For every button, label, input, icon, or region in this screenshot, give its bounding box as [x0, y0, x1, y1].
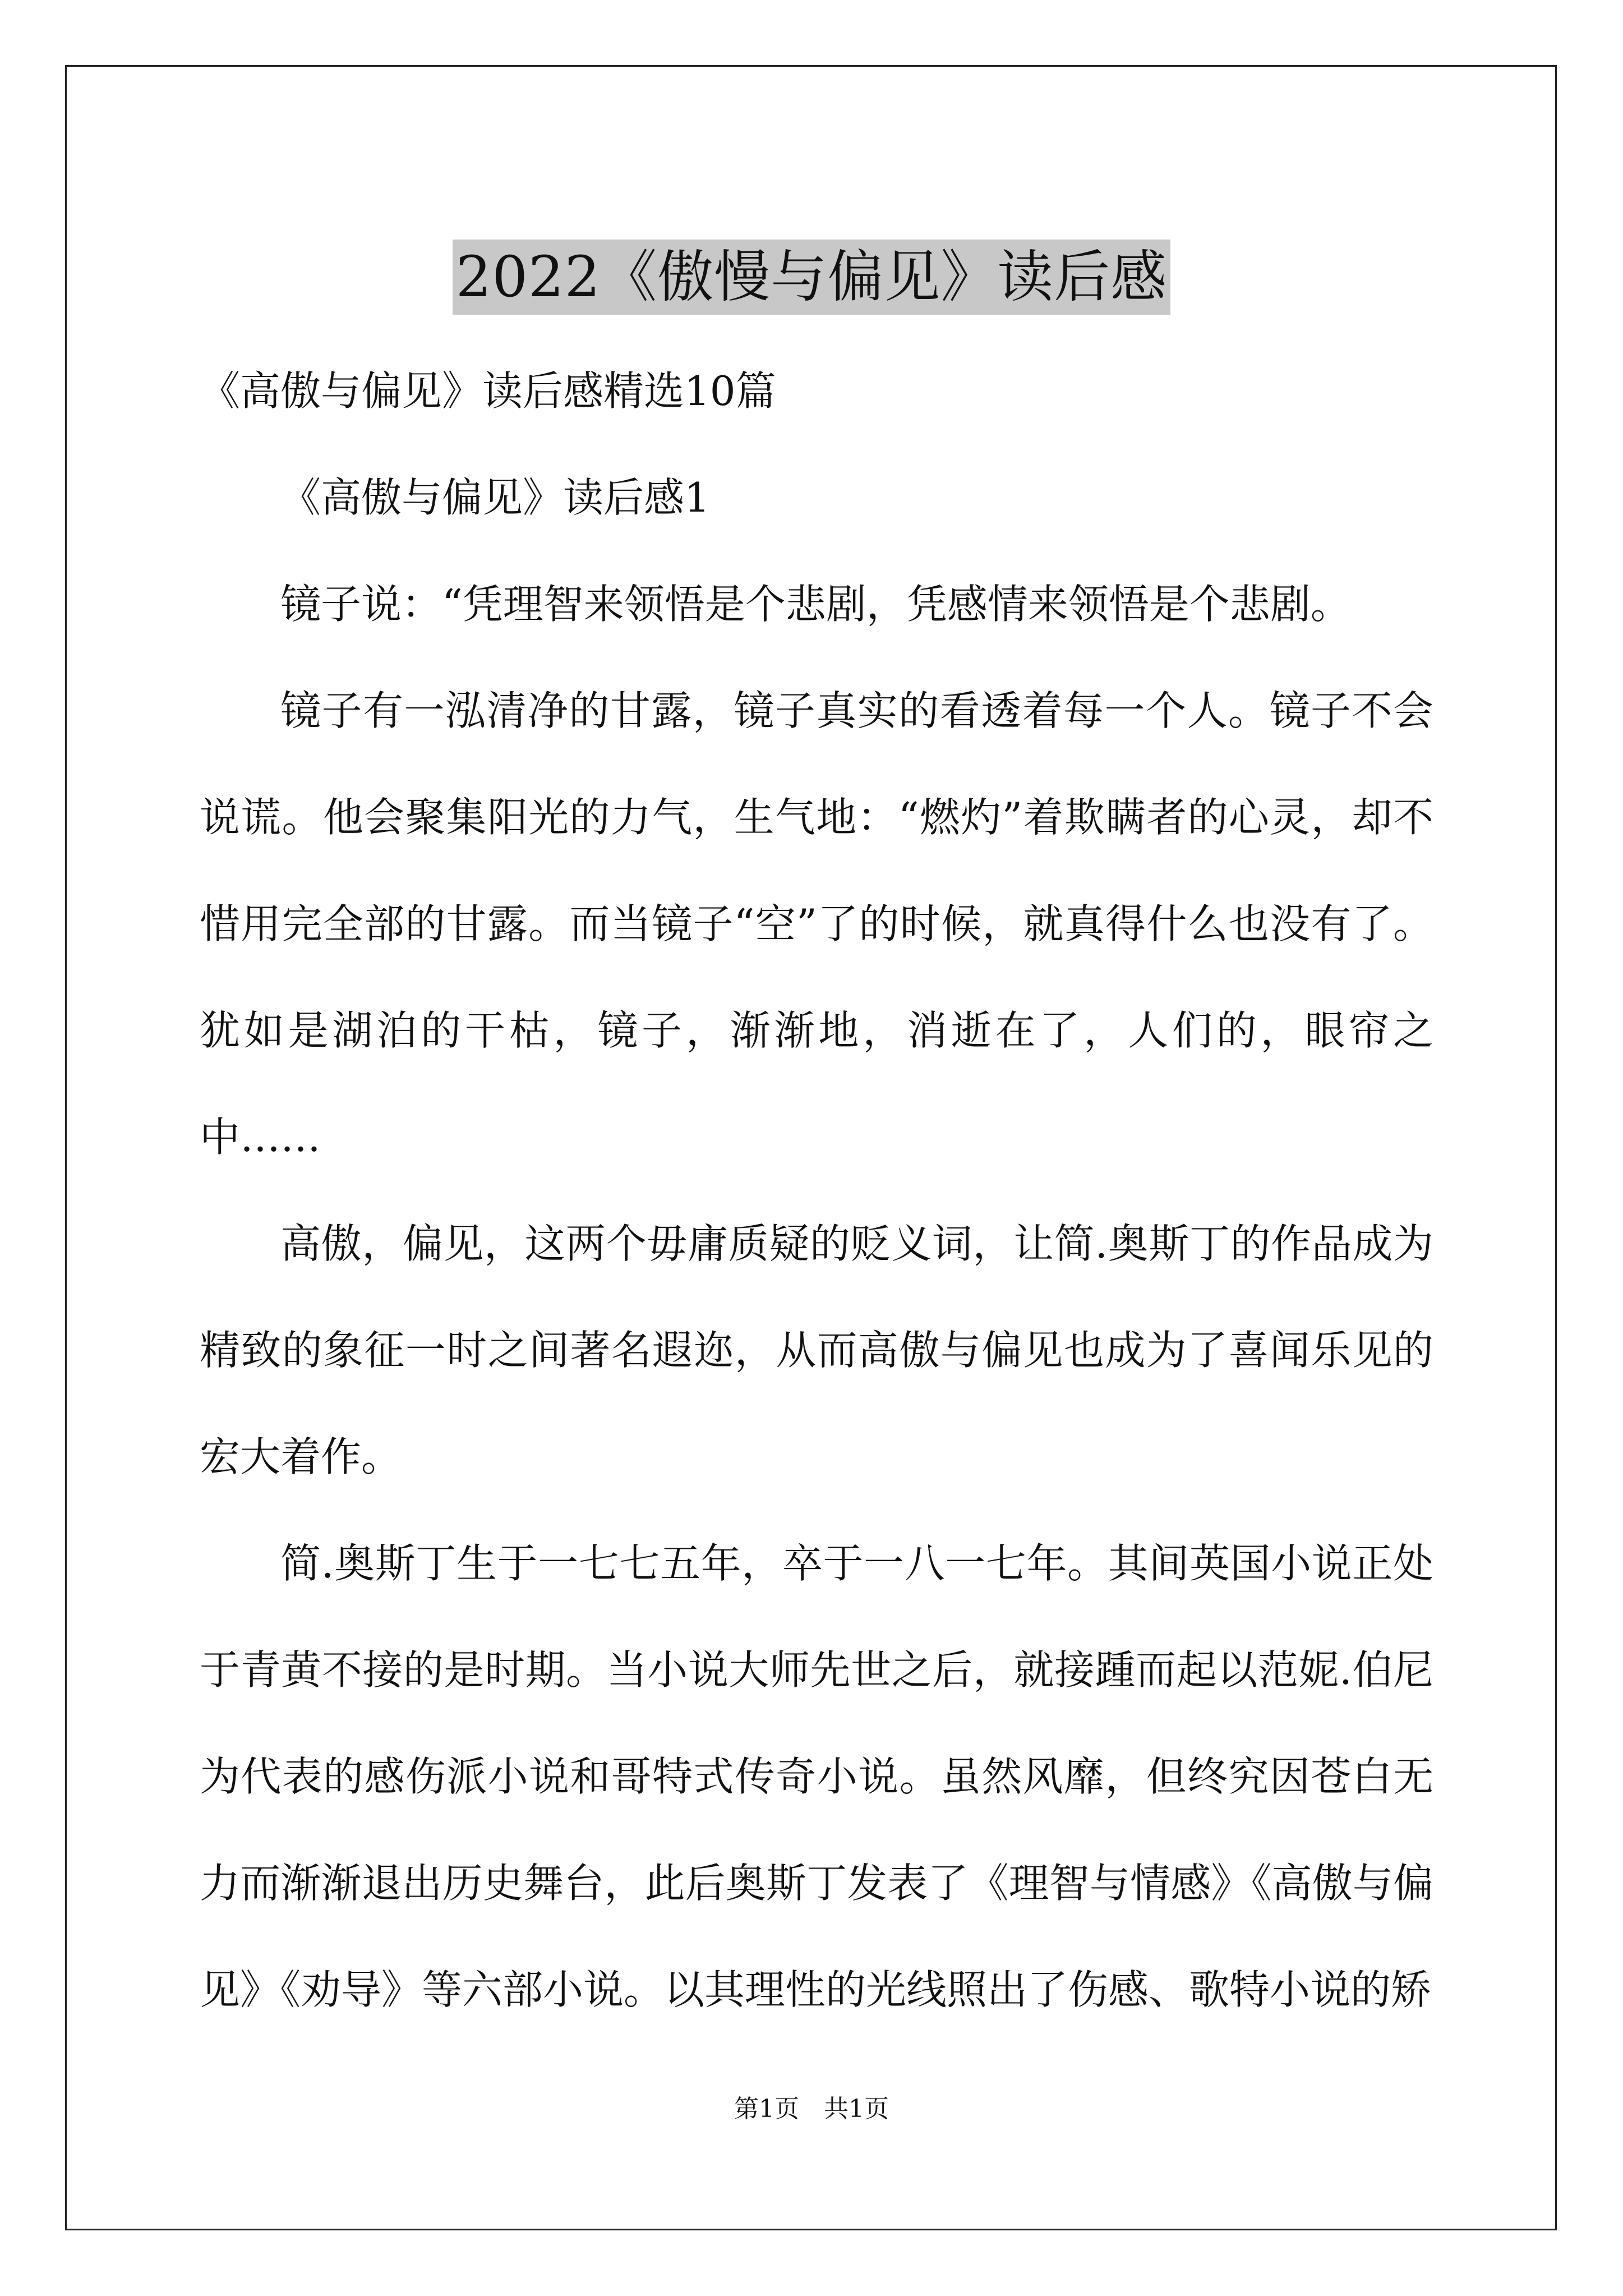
title-container: [0, 202, 1623, 352]
page-footer: [0, 2092, 1623, 2126]
document-body: [200, 338, 1433, 2043]
section-heading: 《高傲与偏见》读后感1: [280, 474, 710, 521]
document-title: 2022《傲慢与偏见》读后感: [453, 240, 1171, 315]
paragraph: 简.奥斯丁生于一七七五年，卒于一八一七年。其间英国小说正处于青黄不接的是时期。当小说大师先世之后，就接踵而起以范妮.伯尼为代表的感伤派小说和哥特式传奇小说。虽然风靡，但终究因苍白无力而渐渐退出历史舞台，此后奥斯丁发表了《理智与情感》《高傲与偏见》《劝导》等六部小说。以其理性的光线照出了伤感、歌特小说的矫: [200, 1540, 1433, 2013]
document-subtitle: 《高傲与偏见》读后感精选10篇: [200, 367, 776, 415]
page-number: 第1页 共1页: [734, 2095, 889, 2123]
paragraph: 高傲，偏见，这两个毋庸质疑的贬义词，让简.奥斯丁的作品成为精致的象征一时之间著名遐迩，从而高傲与偏见也成为了喜闻乐见的宏大着作。: [200, 1220, 1433, 1480]
paragraph: 镜子说：“凭理智来领悟是个悲剧，凭感情来领悟是个悲剧。: [280, 581, 1351, 628]
paragraph: 镜子有一泓清净的甘露，镜子真实的看透着每一个人。镜子不会说谎。他会聚集阳光的力气，生气地：“燃灼”着欺瞒者的心灵，却不惜用完全部的甘露。而当镜子“空”了的时候，就真得什么也没有了。犹如是湖泊的干枯，镜子，渐渐地，消逝在了，人们的，眼帘之中……: [200, 687, 1433, 1161]
